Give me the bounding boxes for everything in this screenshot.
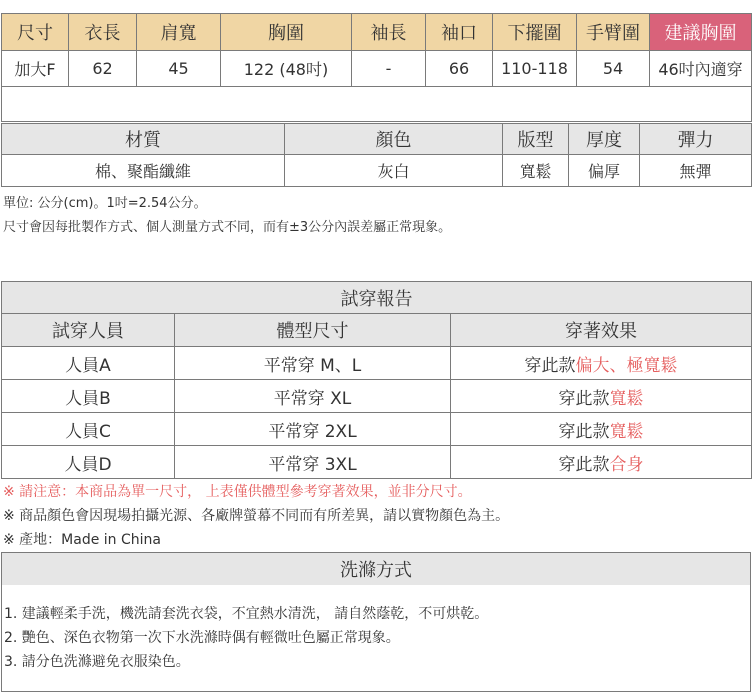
fit-report-row xyxy=(2,380,752,413)
effect-prefix: 穿此款 xyxy=(558,454,610,475)
recommended-chest-cell: 46吋內適穿 xyxy=(650,51,752,87)
color-header-cell: 顏色 xyxy=(285,124,503,155)
effect-highlight: 偏大、極寬鬆 xyxy=(575,355,678,376)
fit-report-row xyxy=(2,347,752,380)
fit-report-table xyxy=(1,281,752,479)
fit-header-cell: 版型 xyxy=(503,124,569,155)
effect-cell xyxy=(451,380,752,413)
body-size-cell: 平常穿 2XL xyxy=(175,413,451,446)
size-table-spacer-row xyxy=(2,87,752,122)
size-table-header-row xyxy=(2,14,752,51)
washing-line: 1. 建議輕柔手洗，機洗請套洗衣袋，不宜熱水清洗， 請自然蔭乾，不可烘乾。 xyxy=(4,606,489,622)
color-cell: 灰白 xyxy=(285,155,503,187)
material-table-row xyxy=(2,155,752,187)
elasticity-cell: 無彈 xyxy=(640,155,752,187)
sleeve-header-cell: 袖長 xyxy=(352,14,426,51)
effect-prefix: 穿此款 xyxy=(558,388,610,409)
origin-note: ※ 產地：Made in China xyxy=(3,532,161,548)
hem-header-cell: 下擺圍 xyxy=(493,14,577,51)
washing-line: 2. 艷色、深色衣物第一次下水洗滌時偶有輕微吐色屬正常現象。 xyxy=(4,630,400,646)
arm-cell: 54 xyxy=(577,51,650,87)
fit-report-header-row xyxy=(2,314,752,347)
person-header-cell: 試穿人員 xyxy=(2,314,175,347)
effect-header-cell: 穿著效果 xyxy=(451,314,752,347)
effect-cell xyxy=(451,347,752,380)
body-size-header-cell: 體型尺寸 xyxy=(175,314,451,347)
person-cell: 人員D xyxy=(2,446,175,479)
body-size-cell: 平常穿 XL xyxy=(175,380,451,413)
material-cell: 棉、聚酯纖維 xyxy=(2,155,285,187)
person-cell: 人員A xyxy=(2,347,175,380)
size-table-row xyxy=(2,51,752,87)
person-cell: 人員C xyxy=(2,413,175,446)
thickness-header-cell: 厚度 xyxy=(569,124,640,155)
washing-line: 3. 請分色洗滌避免衣服染色。 xyxy=(4,654,190,670)
body-size-cell: 平常穿 3XL xyxy=(175,446,451,479)
chest-cell: 122 (48吋) xyxy=(221,51,352,87)
spacer-cell xyxy=(2,87,752,122)
shoulder-header-cell: 肩寬 xyxy=(137,14,221,51)
size-cell: 加大F xyxy=(2,51,69,87)
fit-cell: 寬鬆 xyxy=(503,155,569,187)
size-header-cell: 尺寸 xyxy=(2,14,69,51)
body-size-cell: 平常穿 M、L xyxy=(175,347,451,380)
fit-report-title: 試穿報告 xyxy=(2,282,752,314)
thickness-cell: 偏厚 xyxy=(569,155,640,187)
material-table-header-row xyxy=(2,124,752,155)
washing-title: 洗滌方式 xyxy=(1,552,751,586)
length-cell: 62 xyxy=(69,51,137,87)
effect-cell xyxy=(451,446,752,479)
size-table xyxy=(1,13,752,122)
sleeve-cell: - xyxy=(352,51,426,87)
washing-instructions xyxy=(1,585,751,692)
cuff-header-cell: 袖口 xyxy=(426,14,493,51)
arm-header-cell: 手臂圍 xyxy=(577,14,650,51)
unit-note: 單位: 公分(cm)。1吋=2.54公分。 xyxy=(3,196,207,211)
material-table xyxy=(1,123,752,187)
material-header-cell: 材質 xyxy=(2,124,285,155)
color-disclaimer: ※ 商品顏色會因現場拍攝光源、各廠牌螢幕不同而有所差異，請以實物顏色為主。 xyxy=(3,508,510,524)
effect-cell xyxy=(451,413,752,446)
effect-prefix: 穿此款 xyxy=(524,355,576,376)
effect-highlight: 寬鬆 xyxy=(609,388,644,409)
person-cell: 人員B xyxy=(2,380,175,413)
effect-prefix: 穿此款 xyxy=(558,421,610,442)
length-header-cell: 衣長 xyxy=(69,14,137,51)
effect-highlight: 合身 xyxy=(609,454,644,475)
recommended-chest-header-cell: 建議胸圍 xyxy=(650,14,752,51)
fit-report-title-row xyxy=(2,282,752,314)
shoulder-cell: 45 xyxy=(137,51,221,87)
elasticity-header-cell: 彈力 xyxy=(640,124,752,155)
fit-report-row xyxy=(2,413,752,446)
cuff-cell: 66 xyxy=(426,51,493,87)
single-size-notice: ※ 請注意：本商品為單一尺寸， 上表僅供體型參考穿著效果，並非分尺寸。 xyxy=(3,484,472,500)
fit-report-row xyxy=(2,446,752,479)
tolerance-note: 尺寸會因每批製作方式、個人測量方式不同，而有±3公分內誤差屬正常現象。 xyxy=(3,220,452,235)
effect-highlight: 寬鬆 xyxy=(609,421,644,442)
hem-cell: 110-118 xyxy=(493,51,577,87)
chest-header-cell: 胸圍 xyxy=(221,14,352,51)
